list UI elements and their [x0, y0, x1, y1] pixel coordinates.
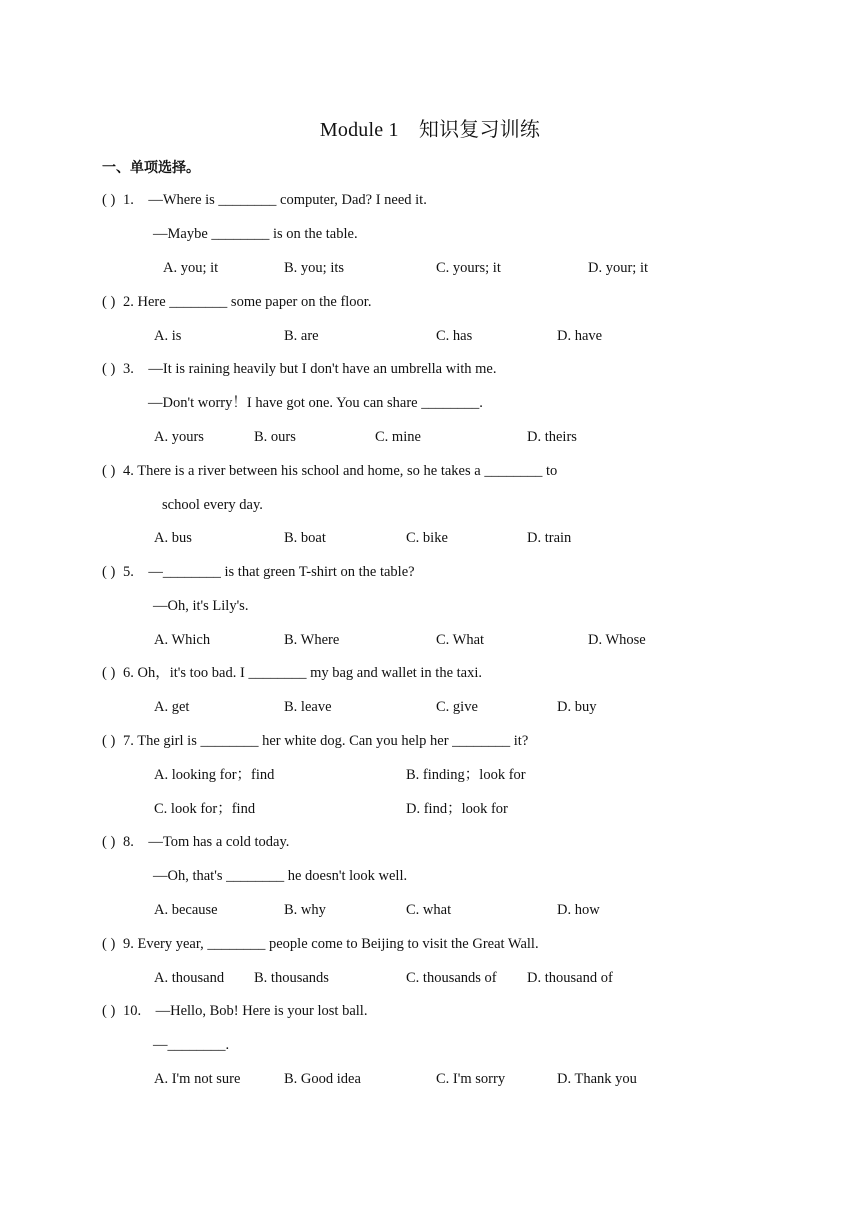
option-a[interactable]: A. yours: [154, 429, 204, 445]
question-text: school every day.: [162, 497, 263, 513]
option-b[interactable]: B. thousands: [254, 970, 329, 986]
section-heading: 一、单项选择。: [102, 160, 200, 176]
option-c[interactable]: C. what: [406, 902, 452, 918]
option-a[interactable]: A. you; it: [163, 260, 219, 276]
option-b[interactable]: B. why: [284, 902, 326, 918]
option-b[interactable]: B. you; its: [284, 260, 345, 276]
answer-blank[interactable]: ( ): [102, 192, 116, 208]
option-b[interactable]: B. are: [284, 328, 319, 344]
question-text: 6. Oh，it's too bad. I ________ my bag and wallet in the taxi.: [123, 665, 483, 681]
option-c[interactable]: C. yours; it: [436, 260, 501, 276]
option-a[interactable]: A. thousand: [154, 970, 225, 986]
answer-blank[interactable]: ( ): [102, 564, 116, 580]
question-text: —Oh, it's Lily's.: [153, 598, 249, 614]
option-d[interactable]: D. thousand of: [527, 970, 613, 986]
option-d[interactable]: D. train: [527, 530, 572, 546]
option-c[interactable]: C. mine: [375, 429, 421, 445]
option-d[interactable]: D. find；look for: [406, 801, 508, 817]
option-c[interactable]: C. I'm sorry: [436, 1071, 506, 1087]
question-text: 2. Here ________ some paper on the floor.: [123, 294, 372, 310]
option-b[interactable]: B. Good idea: [284, 1071, 361, 1087]
question-text: —Oh, that's ________ he doesn't look well.: [153, 868, 408, 884]
question-text: 10. —Hello, Bob! Here is your lost ball.: [123, 1003, 368, 1019]
option-a[interactable]: A. looking for；find: [154, 767, 275, 783]
question-text: 3. —It is raining heavily but I don't have an umbrella with me.: [123, 361, 497, 377]
option-c[interactable]: C. thousands of: [406, 970, 497, 986]
option-d[interactable]: D. your; it: [588, 260, 649, 276]
option-a[interactable]: A. get: [154, 699, 190, 715]
option-c[interactable]: C. has: [436, 328, 473, 344]
question-text: —________.: [153, 1037, 230, 1053]
option-c[interactable]: C. look for；find: [154, 801, 256, 817]
question-text: 5. —________ is that green T-shirt on the table?: [123, 564, 415, 580]
question-text: —Maybe ________ is on the table.: [153, 226, 358, 242]
answer-blank[interactable]: ( ): [102, 665, 116, 681]
answer-blank[interactable]: ( ): [102, 834, 116, 850]
question-text: —Don't worry！I have got one. You can share ________.: [148, 395, 483, 411]
option-a[interactable]: A. is: [154, 328, 182, 344]
option-a[interactable]: A. because: [154, 902, 218, 918]
question-text: 4. There is a river between his school and home, so he takes a ________ to: [123, 463, 558, 479]
answer-blank[interactable]: ( ): [102, 733, 116, 749]
answer-blank[interactable]: ( ): [102, 463, 116, 479]
option-b[interactable]: B. leave: [284, 699, 332, 715]
option-b[interactable]: B. ours: [254, 429, 296, 445]
answer-blank[interactable]: ( ): [102, 1003, 116, 1019]
option-c[interactable]: C. bike: [406, 530, 448, 546]
option-b[interactable]: B. finding；look for: [406, 767, 526, 783]
option-d[interactable]: D. theirs: [527, 429, 577, 445]
question-text: 1. —Where is ________ computer, Dad? I need it.: [123, 192, 427, 208]
option-a[interactable]: A. Which: [154, 632, 211, 648]
page-title: Module 1 知识复习训练: [319, 119, 541, 141]
answer-blank[interactable]: ( ): [102, 294, 116, 310]
option-d[interactable]: D. how: [557, 902, 600, 918]
option-a[interactable]: A. I'm not sure: [154, 1071, 241, 1087]
option-d[interactable]: D. Thank you: [557, 1071, 637, 1087]
option-b[interactable]: B. Where: [284, 632, 340, 648]
option-d[interactable]: D. buy: [557, 699, 597, 715]
option-d[interactable]: D. have: [557, 328, 603, 344]
option-c[interactable]: C. give: [436, 699, 478, 715]
question-text: 9. Every year, ________ people come to Beijing to visit the Great Wall.: [123, 936, 539, 952]
question-text: 8. —Tom has a cold today.: [123, 834, 290, 850]
answer-blank[interactable]: ( ): [102, 936, 116, 952]
question-text: 7. The girl is ________ her white dog. Can you help her ________ it?: [123, 733, 529, 749]
option-a[interactable]: A. bus: [154, 530, 192, 546]
answer-blank[interactable]: ( ): [102, 361, 116, 377]
option-b[interactable]: B. boat: [284, 530, 326, 546]
option-c[interactable]: C. What: [436, 632, 485, 648]
option-d[interactable]: D. Whose: [588, 632, 646, 648]
